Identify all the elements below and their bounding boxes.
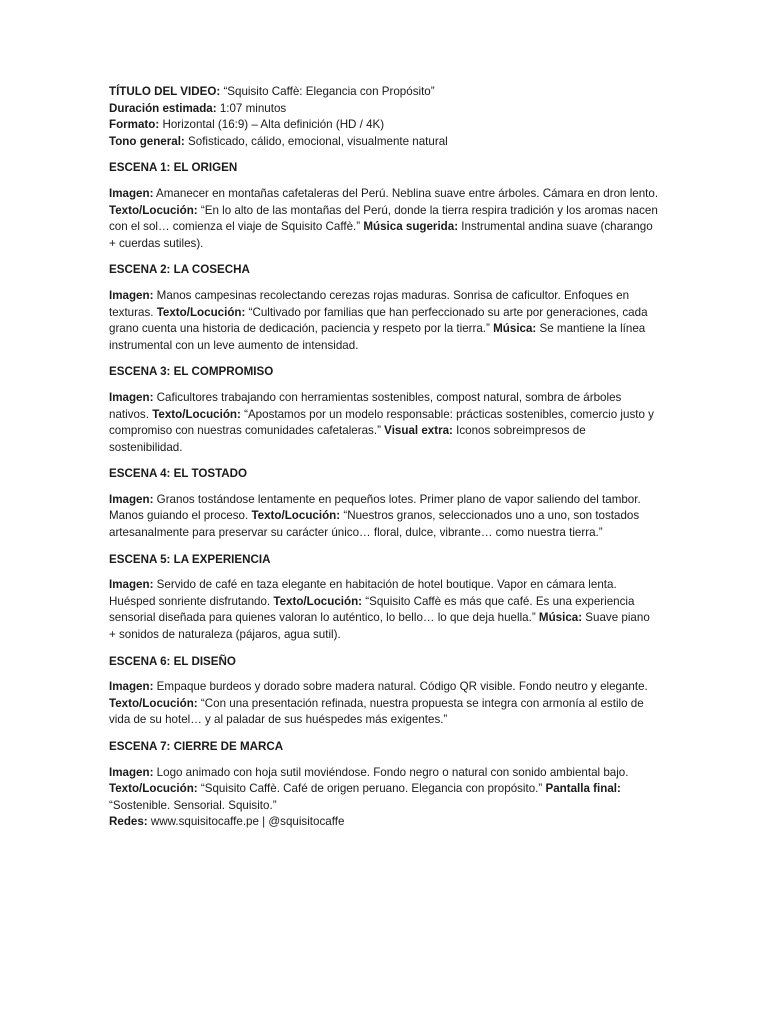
- scene-body: [109, 679, 659, 729]
- scene-6: [109, 654, 659, 729]
- voice-text: “Squisito Caffè es más que café. Es una experiencia sensorial diseñada para quienes valoran lo auténtico, lo bello… lo que deja huella.”: [109, 594, 635, 625]
- scene-body: [109, 765, 659, 815]
- voice-label: Texto/Locución:: [152, 407, 241, 421]
- scene-3: [109, 364, 659, 456]
- extra-text: Suave piano + sonidos de naturaleza (pájaros, agua sutil).: [109, 611, 650, 642]
- duration-label: Duración estimada:: [109, 101, 217, 115]
- image-label: Imagen:: [109, 288, 154, 302]
- social-line: [109, 814, 659, 831]
- video-title-line: [109, 84, 659, 101]
- social-value: www.squisitocaffe.pe | @squisitocaffe: [147, 815, 345, 829]
- format-value: Horizontal (16:9) – Alta definición (HD / 4K): [159, 118, 385, 132]
- voice-label: Texto/Locución:: [109, 696, 198, 710]
- format-line: [109, 117, 659, 134]
- duration-value: 1:07 minutos: [216, 101, 287, 115]
- tone-value: Sofisticado, cálido, emocional, visualmente natural: [184, 134, 448, 148]
- extra-text: Instrumental andina suave (charango + cuerdas sutiles).: [109, 220, 653, 250]
- extra-label: Música:: [493, 322, 537, 336]
- voice-label: Texto/Locución:: [251, 509, 341, 523]
- scene-title: ESCENA 5: LA EXPERIENCIA: [109, 552, 271, 566]
- scene-title: ESCENA 6: EL DISEÑO: [109, 654, 236, 668]
- video-title-value: “Squisito Caffè: Elegancia con Propósito”: [220, 85, 435, 98]
- scene-7: [109, 739, 659, 831]
- image-text: Servido de café en taza elegante en habitación de hotel boutique. Vapor en cámara lenta. Huésped sonriente disfrutando.: [109, 578, 617, 608]
- format-label: Formato:: [109, 118, 160, 132]
- image-text: Granos tostándose lentamente en pequeños lotes. Primer plano de vapor saliendo del tambor. Manos guiando el proceso.: [109, 492, 641, 523]
- video-title-label: TÍTULO DEL VIDEO:: [109, 85, 221, 98]
- extra-text: Iconos sobreimpresos de sostenibilidad.: [109, 424, 586, 454]
- social-label: Redes:: [109, 815, 148, 829]
- scene-body: [109, 390, 659, 456]
- extra-text: “Sostenible. Sensorial. Squisito.”: [109, 798, 277, 812]
- voice-text: “Apostamos por un modelo responsable: prácticas sostenibles, comercio justo y compromiso con nuestras comunidades cafetaleras.”: [109, 407, 654, 438]
- document-page: [109, 84, 659, 831]
- scene-title: ESCENA 1: EL ORIGEN: [109, 161, 238, 175]
- scene-1: [109, 160, 659, 252]
- document-header: [109, 84, 659, 150]
- voice-text: “Cultivado por familias que han perfeccionado su arte por generaciones, cada grano cuenta una historia de dedicación, paciencia y respeto por la tierra.”: [109, 305, 648, 336]
- image-label: Imagen:: [109, 186, 154, 200]
- image-text: Amanecer en montañas cafetaleras del Perú. Neblina suave entre árboles. Cámara en dron lento.: [153, 186, 659, 200]
- scene-title: ESCENA 2: LA COSECHA: [109, 263, 250, 277]
- scene-5: [109, 552, 659, 644]
- image-text: Logo animado con hoja sutil moviéndose. Fondo negro o natural con sonido ambiental bajo.: [153, 765, 629, 779]
- scene-title: ESCENA 4: EL TOSTADO: [109, 467, 248, 481]
- extra-label: Pantalla final:: [545, 782, 621, 796]
- scene-title: ESCENA 3: EL COMPROMISO: [109, 365, 274, 379]
- scene-title: ESCENA 7: CIERRE DE MARCA: [109, 740, 284, 753]
- image-label: Imagen:: [109, 578, 154, 592]
- voice-text: “Con una presentación refinada, nuestra propuesta se integra con armonía al estilo de vida de su hotel… y al paladar de sus huéspedes más exigentes.”: [109, 696, 644, 727]
- scene-4: [109, 466, 659, 541]
- scene-2: [109, 262, 659, 354]
- image-label: Imagen:: [109, 390, 154, 404]
- duration-line: [109, 101, 659, 118]
- scene-body: [109, 186, 659, 252]
- extra-label: Música sugerida:: [363, 220, 459, 234]
- image-text: Manos campesinas recolectando cerezas rojas maduras. Sonrisa de caficultor. Enfoques en texturas.: [109, 288, 630, 319]
- image-label: Imagen:: [109, 492, 154, 506]
- voice-label: Texto/Locución:: [273, 594, 363, 608]
- scene-body: [109, 492, 659, 542]
- voice-text: “Nuestros granos, seleccionados uno a uno, son tostados artesanalmente para preservar su carácter único… floral, dulce, vibrante… como nuestra tierra.”: [109, 509, 640, 540]
- tone-line: [109, 134, 659, 151]
- voice-label: Texto/Locución:: [156, 305, 246, 319]
- image-text: Empaque burdeos y dorado sobre madera natural. Código QR visible. Fondo neutro y elegante.: [153, 680, 648, 694]
- image-label: Imagen:: [109, 680, 154, 694]
- voice-text: “Squisito Caffè. Café de origen peruano. Elegancia con propósito.”: [197, 782, 546, 796]
- scene-body: [109, 577, 659, 643]
- scene-body: [109, 288, 659, 354]
- voice-label: Texto/Locución:: [109, 782, 198, 796]
- extra-label: Música:: [538, 611, 583, 625]
- extra-text: Se mantiene la línea instrumental con un leve aumento de intensidad.: [109, 322, 646, 352]
- extra-label: Visual extra:: [384, 424, 453, 438]
- image-label: Imagen:: [109, 765, 154, 779]
- image-text: Caficultores trabajando con herramientas sostenibles, compost natural, sombra de árboles nativos.: [109, 390, 622, 421]
- voice-label: Texto/Locución:: [109, 203, 198, 217]
- tone-label: Tono general:: [109, 134, 185, 148]
- voice-text: “En lo alto de las montañas del Perú, donde la tierra respira tradición y los aromas nacen con el sol… comienza el viaje de Squisito Caffè.”: [109, 203, 658, 234]
